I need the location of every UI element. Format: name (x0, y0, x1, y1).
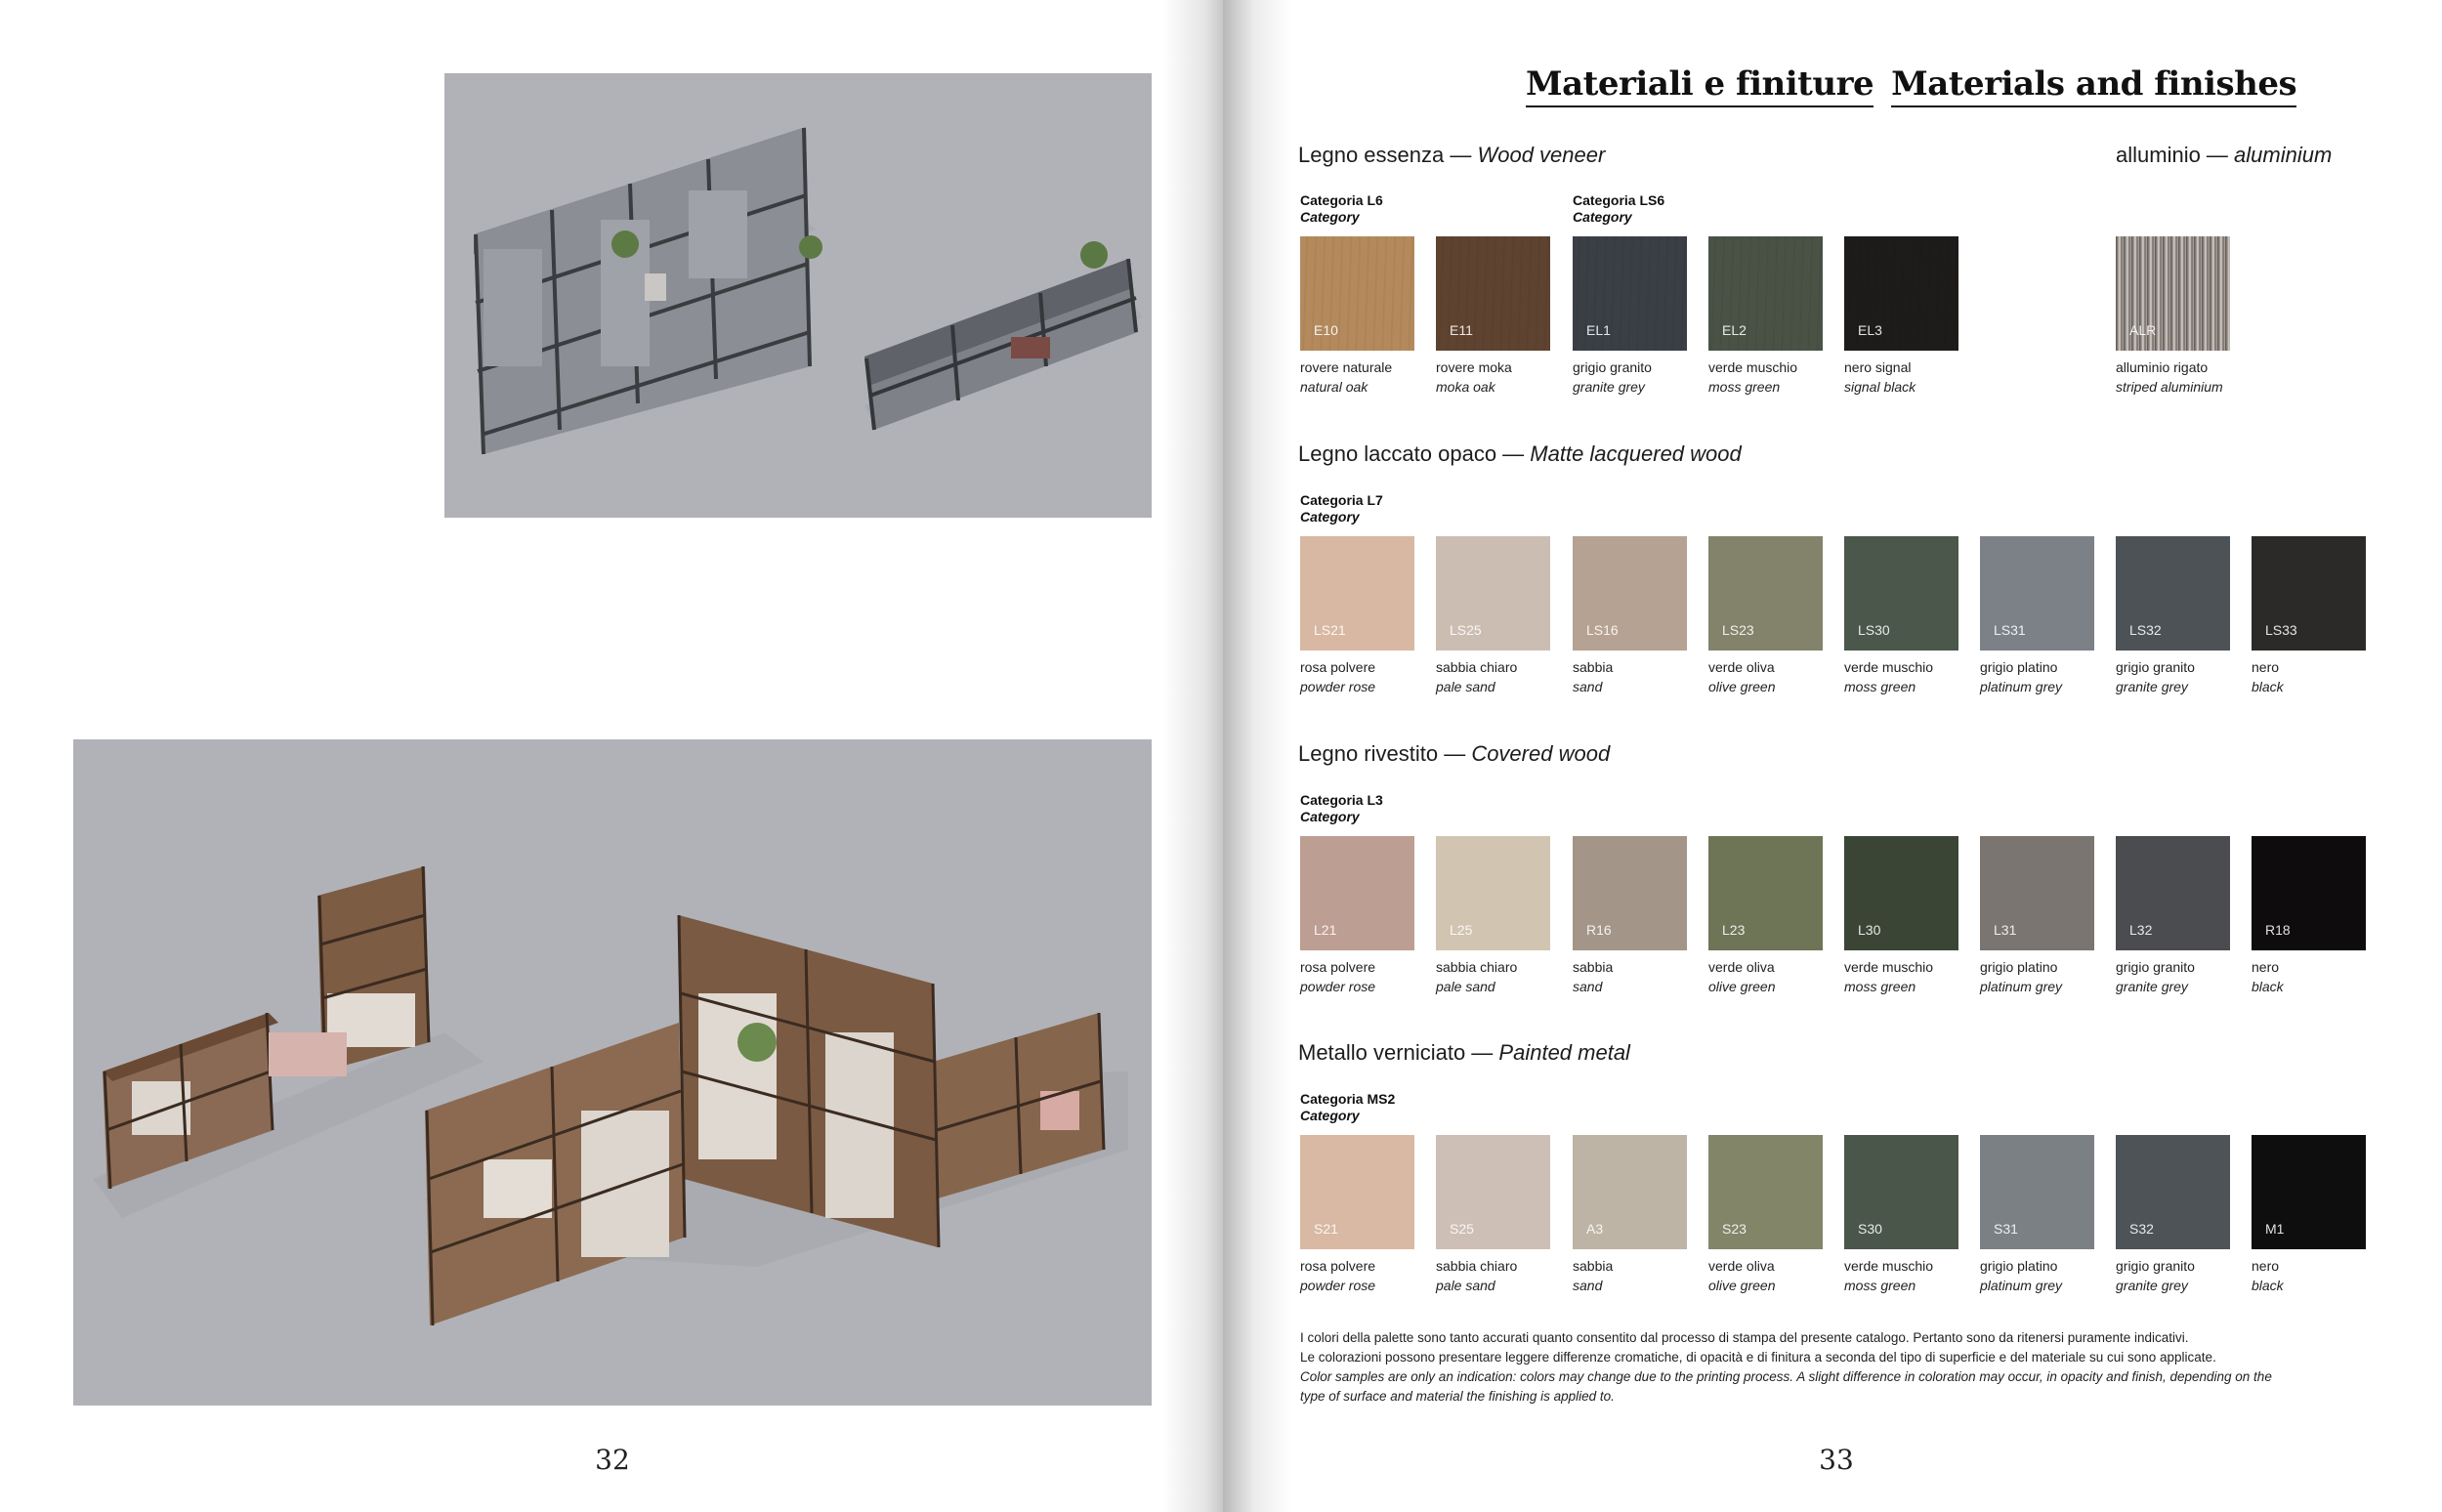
swatch-label (1708, 357, 1835, 397)
swatch-label (1980, 957, 2107, 996)
swatch-name-english: black (2252, 979, 2284, 994)
category-l7: Categoria L7 Category (1300, 492, 1383, 525)
swatch-name-italian: rosa polvere (1300, 959, 1376, 975)
swatch-label (1844, 957, 1971, 996)
swatch-name-italian: grigio granito (2116, 1258, 2195, 1274)
swatch-label (1573, 357, 1700, 397)
swatch-r18 (2252, 836, 2366, 950)
swatch-label (1708, 957, 1835, 996)
swatch-ls16 (1573, 536, 1687, 651)
swatch-s21 (1300, 1135, 1414, 1249)
swatch-code: LS30 (1858, 622, 1890, 638)
title-english: Materials and finishes (1891, 64, 2296, 107)
swatch-m1 (2252, 1135, 2366, 1249)
swatch-code: LS32 (2129, 622, 2162, 638)
swatch-e11 (1436, 236, 1550, 351)
swatch-ls32 (2116, 536, 2230, 651)
swatch-name-english: black (2252, 1278, 2284, 1293)
swatch-name-italian: grigio platino (1980, 959, 2058, 975)
color-disclaimer: I colori della palette sono tanto accurati quanto consentito dal processo di stampa del presente catalogo. Pertanto sono da ritenersi puramente indicativi. Le colorazioni possono presentare leggere differenze cromatiche, di opacità e di finitura a seconda del tipo di superficie e del materiale su cui sono applicate. Color samples are only an indication: colors may change due to the printing process. A slight difference in coloration may occur, in opacity and finish, depending on the type of surface and material the finishing is applied to. (1300, 1330, 2272, 1404)
section-aluminium: alluminio — aluminium (2116, 143, 2333, 167)
swatch-label (1436, 1256, 1563, 1295)
swatch-name-italian: grigio granito (1573, 359, 1652, 375)
swatch-label (2116, 957, 2243, 996)
swatch-name-italian: verde oliva (1708, 959, 1775, 975)
swatch-label (1573, 657, 1700, 696)
swatch-name-italian: verde muschio (1708, 359, 1798, 375)
swatch-code: LS31 (1994, 622, 2026, 638)
swatch-label (2252, 1256, 2379, 1295)
swatch-name-english: granite grey (2116, 679, 2188, 694)
swatch-name-english: powder rose (1300, 979, 1376, 994)
swatch-label (2116, 357, 2233, 397)
swatch-ls31 (1980, 536, 2094, 651)
swatch-name-italian: nero (2252, 1258, 2280, 1274)
swatch-ls23 (1708, 536, 1823, 651)
swatch-code: LS16 (1586, 622, 1619, 638)
swatch-name-english: sand (1573, 1278, 1603, 1293)
shelving-illustration-wood (73, 739, 1152, 1406)
swatch-code: L21 (1314, 922, 1337, 938)
swatch-name-english: sand (1573, 979, 1603, 994)
swatch-code: EL3 (1858, 322, 1882, 338)
swatch-el2 (1708, 236, 1823, 351)
swatch-code: S32 (2129, 1221, 2154, 1237)
swatch-code: L31 (1994, 922, 2017, 938)
swatch-label (1436, 657, 1563, 696)
swatch-code: E10 (1314, 322, 1338, 338)
swatch-code: M1 (2265, 1221, 2285, 1237)
swatch-code: ALR (2129, 322, 2157, 338)
swatch-name-english: sand (1573, 679, 1603, 694)
swatch-name-italian: alluminio rigato (2116, 359, 2209, 375)
section-painted-metal: Metallo verniciato — Painted metal (1298, 1040, 1630, 1065)
swatch-label (2252, 657, 2379, 696)
swatch-name-italian: sabbia chiaro (1436, 659, 1518, 675)
swatch-name-italian: nero (2252, 659, 2280, 675)
swatch-code: S31 (1994, 1221, 2018, 1237)
swatch-s23 (1708, 1135, 1823, 1249)
section-wood-veneer: Legno essenza — Wood veneer (1298, 143, 1606, 167)
swatch-name-english: platinum grey (1980, 979, 2063, 994)
swatch-s25 (1436, 1135, 1550, 1249)
swatch-code: LS21 (1314, 622, 1346, 638)
swatch-label (1708, 657, 1835, 696)
swatch-name-english: olive green (1708, 1278, 1776, 1293)
swatch-ls21 (1300, 536, 1414, 651)
swatch-alr (2116, 236, 2230, 351)
swatch-r16 (1573, 836, 1687, 950)
shelving-render-wood (73, 739, 1152, 1406)
swatch-el1 (1573, 236, 1687, 351)
swatch-name-english: granite grey (2116, 979, 2188, 994)
swatch-label (1980, 1256, 2107, 1295)
swatch-name-english: pale sand (1436, 979, 1495, 994)
swatch-name-italian: sabbia chiaro (1436, 1258, 1518, 1274)
swatch-name-english: powder rose (1300, 1278, 1376, 1293)
title-italian: Materiali e finiture (1526, 64, 1874, 107)
swatch-ls33 (2252, 536, 2366, 651)
swatch-name-english: pale sand (1436, 679, 1495, 694)
swatch-name-italian: grigio platino (1980, 659, 2058, 675)
swatch-s31 (1980, 1135, 2094, 1249)
swatch-label (1300, 957, 1427, 996)
swatch-name-italian: rovere naturale (1300, 359, 1393, 375)
swatch-name-english: natural oak (1300, 379, 1368, 395)
swatch-code: E11 (1450, 322, 1473, 338)
swatch-l30 (1844, 836, 1958, 950)
page-number-right: 33 (1819, 1444, 1854, 1476)
swatch-name-italian: verde muschio (1844, 1258, 1934, 1274)
swatch-label (1573, 957, 1700, 996)
swatch-name-english: striped aluminium (2116, 379, 2223, 395)
swatch-name-english: olive green (1708, 979, 1776, 994)
swatch-a3 (1573, 1135, 1687, 1249)
page-number-left: 32 (595, 1444, 630, 1476)
swatch-code: R18 (2265, 922, 2291, 938)
swatch-name-english: granite grey (2116, 1278, 2188, 1293)
swatch-label (2116, 1256, 2243, 1295)
swatch-label (1436, 957, 1563, 996)
swatch-name-english: moss green (1844, 679, 1916, 694)
swatch-code: S23 (1722, 1221, 1747, 1237)
swatch-code: LS23 (1722, 622, 1754, 638)
swatch-label (1844, 357, 1971, 397)
swatch-label (1300, 657, 1427, 696)
category-l6: Categoria L6 Category (1300, 192, 1383, 225)
swatch-ls25 (1436, 536, 1550, 651)
swatch-label (1980, 657, 2107, 696)
swatch-s30 (1844, 1135, 1958, 1249)
swatch-code: EL1 (1586, 322, 1611, 338)
swatch-name-italian: grigio granito (2116, 959, 2195, 975)
swatch-label (2252, 957, 2379, 996)
swatch-code: L30 (1858, 922, 1881, 938)
swatch-label (1844, 1256, 1971, 1295)
swatch-name-italian: verde muschio (1844, 659, 1934, 675)
swatch-name-english: signal black (1844, 379, 1916, 395)
swatch-code: L25 (1450, 922, 1473, 938)
swatch-label (1844, 657, 1971, 696)
category-ls6: Categoria LS6 Category (1573, 192, 1665, 225)
swatch-l25 (1436, 836, 1550, 950)
swatch-s32 (2116, 1135, 2230, 1249)
shelving-render-grey (444, 73, 1152, 518)
category-ms2: Categoria MS2 Category (1300, 1091, 1396, 1123)
swatch-code: R16 (1586, 922, 1612, 938)
swatch-name-italian: rosa polvere (1300, 1258, 1376, 1274)
swatch-name-italian: rovere moka (1436, 359, 1512, 375)
swatch-ls30 (1844, 536, 1958, 651)
swatch-label (1300, 357, 1427, 397)
swatch-code: S21 (1314, 1221, 1338, 1237)
swatch-name-italian: nero (2252, 959, 2280, 975)
swatch-e10 (1300, 236, 1414, 351)
section-covered-wood: Legno rivestito — Covered wood (1298, 741, 1611, 766)
swatch-name-italian: grigio granito (2116, 659, 2195, 675)
swatch-name-italian: verde muschio (1844, 959, 1934, 975)
swatch-name-italian: verde oliva (1708, 1258, 1775, 1274)
swatch-name-english: moka oak (1436, 379, 1495, 395)
swatch-name-english: granite grey (1573, 379, 1645, 395)
swatch-label (1573, 1256, 1700, 1295)
swatch-name-italian: grigio platino (1980, 1258, 2058, 1274)
swatch-l21 (1300, 836, 1414, 950)
swatch-code: L32 (2129, 922, 2153, 938)
page-title (1526, 64, 2296, 107)
swatch-l31 (1980, 836, 2094, 950)
swatch-code: A3 (1586, 1221, 1604, 1237)
swatch-name-italian: verde oliva (1708, 659, 1775, 675)
swatch-name-english: platinum grey (1980, 679, 2063, 694)
swatch-l23 (1708, 836, 1823, 950)
swatch-name-english: moss green (1844, 979, 1916, 994)
swatch-name-italian: rosa polvere (1300, 659, 1376, 675)
swatch-code: EL2 (1722, 322, 1747, 338)
swatch-code: S25 (1450, 1221, 1474, 1237)
swatch-name-english: olive green (1708, 679, 1776, 694)
swatch-label (2116, 657, 2243, 696)
swatch-l32 (2116, 836, 2230, 950)
swatch-code: LS33 (2265, 622, 2297, 638)
swatch-name-italian: sabbia chiaro (1436, 959, 1518, 975)
section-matte-lacquered: Legno laccato opaco — Matte lacquered wood (1298, 441, 1742, 466)
swatch-name-italian: nero signal (1844, 359, 1912, 375)
swatch-name-italian: sabbia (1573, 659, 1614, 675)
swatch-label (1436, 357, 1563, 397)
swatch-name-english: black (2252, 679, 2284, 694)
swatch-el3 (1844, 236, 1958, 351)
swatch-label (1300, 1256, 1427, 1295)
swatch-name-italian: sabbia (1573, 959, 1614, 975)
swatch-code: L23 (1722, 922, 1746, 938)
swatch-code: LS25 (1450, 622, 1482, 638)
swatch-name-english: powder rose (1300, 679, 1376, 694)
category-l3: Categoria L3 Category (1300, 792, 1383, 824)
swatch-code: S30 (1858, 1221, 1882, 1237)
swatch-name-english: moss green (1708, 379, 1781, 395)
swatch-name-english: pale sand (1436, 1278, 1495, 1293)
swatch-name-english: platinum grey (1980, 1278, 2063, 1293)
swatch-name-english: moss green (1844, 1278, 1916, 1293)
swatch-label (1708, 1256, 1835, 1295)
shelving-illustration-grey (444, 73, 1152, 518)
swatch-name-italian: sabbia (1573, 1258, 1614, 1274)
